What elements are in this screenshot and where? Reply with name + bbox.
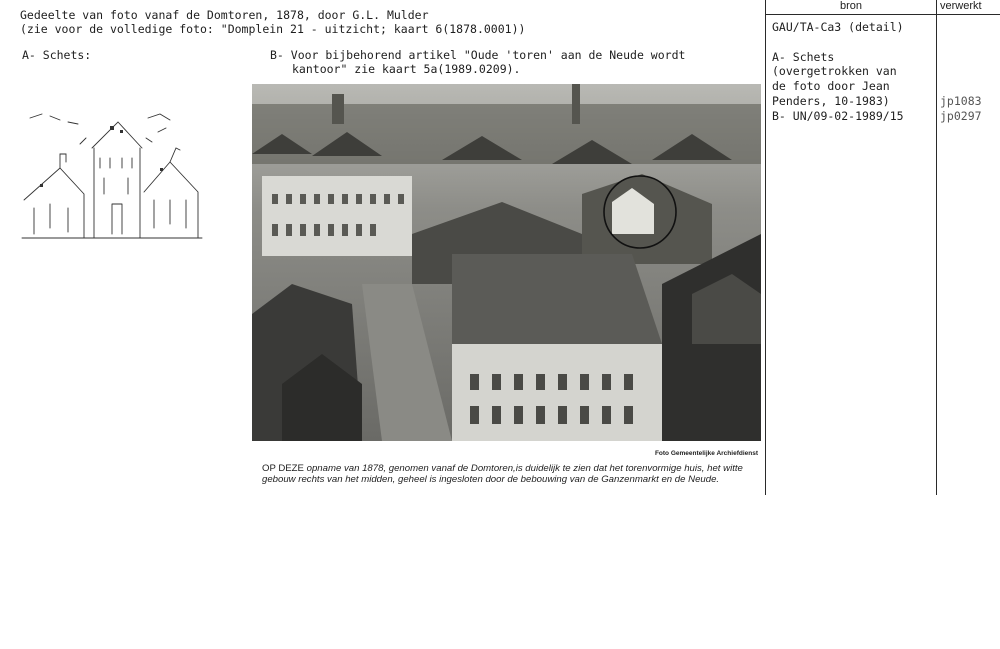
photo-credit: Foto Gemeentelijke Archiefdienst	[654, 450, 758, 457]
table-rule-middle	[936, 0, 937, 495]
bron-line: GAU/TA-Ca3 (detail)	[772, 20, 904, 34]
bron-line: A- Schets	[772, 50, 835, 64]
historic-aerial-photo	[252, 84, 761, 441]
header-title-line: Gedeelte van foto vanaf de Domtoren, 1878, door G.L. Mulder	[20, 8, 429, 22]
photo-caption	[262, 463, 760, 485]
house-sketch	[20, 108, 205, 248]
header-reference-line: (zie voor de volledige foto: "Domplein 21 - uitzicht; kaart 6(1878.0001))	[20, 22, 526, 36]
section-b-line-1: B- Voor bijbehorend artikel "Oude 'toren' aan de Neude wordt	[270, 48, 686, 62]
bron-line: (overgetrokken van	[772, 64, 897, 78]
caption-body: opname van 1878, genomen vanaf de Domtoren,is duidelijk te zien dat het torenvormige huis, het witte gebouw rechts van het midden, geheel is ingesloten door de bebouwing van de Ganzenmarkt en de Neude.	[262, 463, 743, 485]
bron-line: de foto door Jean	[772, 79, 890, 93]
table-rule-left	[765, 0, 766, 495]
verwerkt-line: jp0297	[940, 109, 982, 123]
section-a-label: A- Schets:	[22, 48, 92, 62]
caption-lead: OP DEZE	[262, 463, 304, 474]
table-header-rule	[765, 14, 1000, 15]
bron-line: Penders, 10-1983)	[772, 94, 890, 108]
column-header-bron: bron	[839, 0, 863, 12]
bron-line: B- UN/09-02-1989/15	[772, 109, 904, 123]
column-header-verwerkt: verwerkt	[940, 0, 982, 12]
section-b-line-2: kantoor" zie kaart 5a(1989.0209).	[292, 62, 521, 76]
verwerkt-line: jp1083	[940, 94, 982, 108]
